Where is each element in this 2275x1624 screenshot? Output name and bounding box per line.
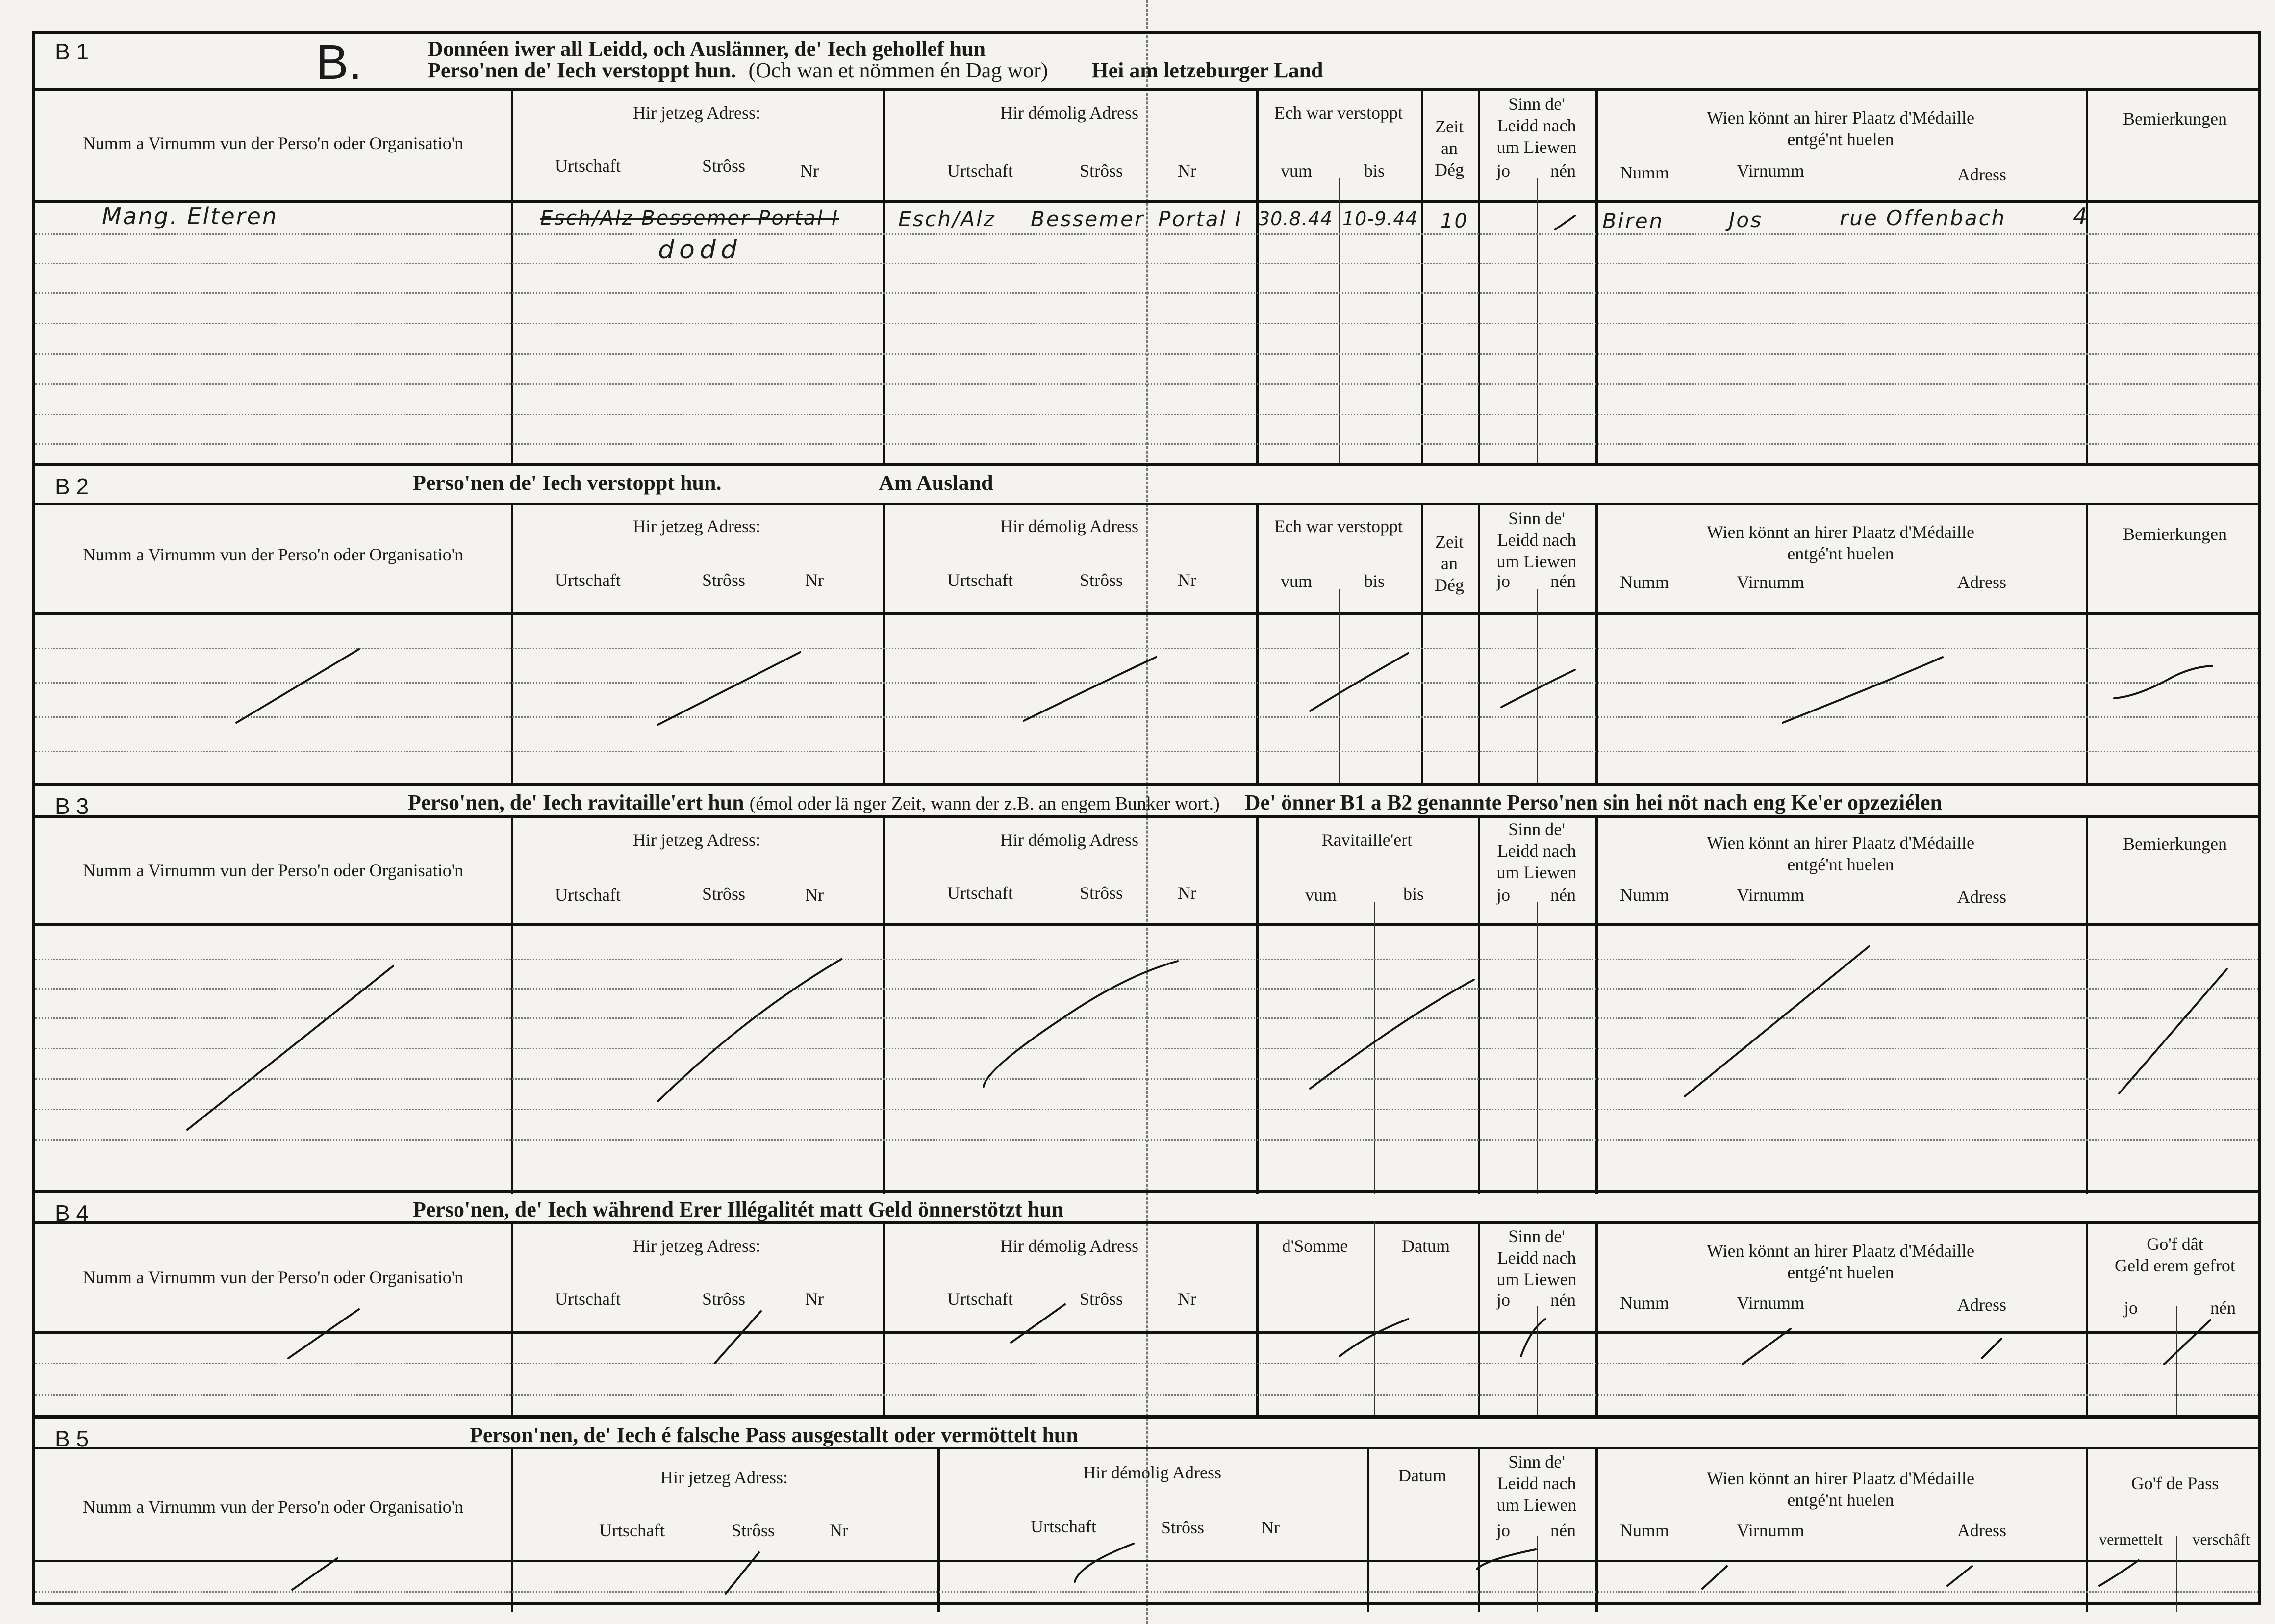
header-no: nén (1550, 885, 1576, 905)
header-medal-name: Numm (1620, 572, 1669, 592)
entry-former-number: Portal I (1158, 207, 1242, 231)
section-title: Person'nen, de' Iech é falsche Pass ausgestallt oder vermöttelt hun (470, 1423, 1078, 1447)
header-medal-l2: entgé'nt huelen (1787, 1490, 1894, 1510)
header-alive-l3: um Liewen (1496, 863, 1577, 882)
title-hidden: Perso'nen de' Iech verstoppt hun. (428, 58, 736, 82)
header-former-address: Hir démolig Adress (1000, 516, 1138, 536)
entry-former-town: Esch/Alz (898, 207, 996, 231)
header-town: Urtschaft (947, 570, 1013, 590)
header-days-l2: an (1441, 554, 1458, 573)
strike-mark (658, 652, 800, 725)
header-alive-l1: Sinn de' (1508, 94, 1565, 114)
section-code: B 3 (55, 793, 89, 819)
header-no: nén (1550, 1521, 1576, 1540)
header-alive-l2: Leidd nach (1497, 841, 1576, 861)
strike-mark (1783, 657, 1943, 723)
header-medal-l2: entgé'nt huelen (1787, 544, 1894, 563)
header-former-address: Hir démolig Adress (1000, 1236, 1138, 1256)
strike-marks (35, 34, 2258, 1602)
title-supplied: Perso'nen, de' Iech ravitaille'ert hun (408, 790, 744, 814)
header-street: Strôss (1080, 883, 1123, 903)
header-street: Strôss (1080, 570, 1123, 590)
header-number: Nr (805, 1289, 824, 1309)
strike-mark (1310, 653, 1408, 711)
title-note: (Och wan et nömmen én Dag wor) (748, 58, 1048, 82)
header-medal-name: Numm (1620, 1521, 1669, 1540)
header-medal-l2: entgé'nt huelen (1787, 1263, 1894, 1282)
form-frame (32, 31, 2261, 1605)
strike-mark (2099, 1560, 2139, 1586)
header-medal-address: Adress (1957, 1521, 2006, 1540)
entry-medal-firstname: Jos (1729, 208, 1763, 232)
section-code: B 5 (55, 1426, 89, 1451)
header-from: vum (1281, 571, 1313, 591)
strike-mark (2119, 969, 2227, 1093)
header-town: Urtschaft (555, 156, 621, 176)
header-returned-money-l2: Geld erem gefrot (2115, 1256, 2235, 1275)
entry-current-address-note: dodd (658, 235, 742, 265)
header-yes: jo (1496, 1290, 1511, 1310)
header-alive-l2: Leidd nach (1497, 1473, 1576, 1493)
header-medal-address: Adress (1957, 165, 2006, 184)
entry-days: 10 (1441, 210, 1468, 232)
header-alive-l2: Leidd nach (1497, 116, 1576, 135)
section-title: Perso'nen de' Iech verstoppt hun. (413, 471, 722, 495)
header-alive-l2: Leidd nach (1497, 530, 1576, 550)
header-alive-l1: Sinn de' (1508, 1226, 1565, 1246)
section-place: Am Ausland (879, 471, 993, 495)
header-medal-name: Numm (1620, 163, 1669, 182)
header-from: vum (1305, 885, 1337, 905)
strike-mark (1477, 1549, 1536, 1569)
strike-mark (2114, 666, 2212, 698)
header-street: Strôss (702, 884, 746, 904)
header-alive-l3: um Liewen (1496, 137, 1577, 157)
header-former-address: Hir démolig Adress (1083, 1463, 1221, 1482)
header-alive-l1: Sinn de' (1508, 508, 1565, 528)
entry-hidden-until: 10-9.44 (1342, 208, 1418, 229)
strike-mark (1702, 1566, 1727, 1589)
header-former-address: Hir démolig Adress (1000, 830, 1138, 850)
header-no: nén (1550, 571, 1576, 591)
header-number: Nr (1178, 1289, 1196, 1309)
header-medal-l2: entgé'nt huelen (1787, 855, 1894, 874)
header-obtained: verschâft (2192, 1530, 2250, 1548)
strike-mark (187, 966, 393, 1130)
header-number: Nr (805, 885, 824, 905)
header-yes: jo (1496, 1521, 1511, 1540)
header-alive-l3: um Liewen (1496, 1269, 1577, 1289)
entry-medal-address-number: 4 (2073, 203, 2089, 229)
header-alive-l2: Leidd nach (1497, 1248, 1576, 1268)
section-code: B 2 (55, 474, 89, 499)
header-current-address: Hir jetzeg Adress: (633, 830, 760, 850)
strike-mark (1310, 980, 1474, 1089)
header-alive-l3: um Liewen (1496, 552, 1577, 571)
strike-mark (288, 1309, 359, 1358)
strike-mark (1555, 216, 1575, 229)
header-date: Datum (1402, 1236, 1450, 1256)
header-no: nén (1550, 161, 1576, 180)
strike-mark (1982, 1339, 2001, 1358)
header-supplied: Ravitaille'ert (1321, 830, 1413, 850)
header-current-address: Hir jetzeg Adress: (633, 103, 760, 123)
entry-medal-name: Biren (1602, 209, 1664, 233)
header-yes: jo (1496, 571, 1511, 591)
header-town: Urtschaft (599, 1521, 665, 1540)
header-medal-firstname: Virnumm (1737, 885, 1804, 905)
header-until: bis (1403, 884, 1424, 904)
header-no: nén (2210, 1298, 2236, 1318)
header-street: Strôss (702, 1289, 746, 1309)
header-name: Numm a Virnumm vun der Perso'n oder Organisatio'n (82, 133, 464, 153)
entry-current-address-crossed: Esch/Alz Bessemer Portal I (540, 207, 839, 229)
title-place: Hei am letzeburger Land (1091, 58, 1323, 82)
header-number: Nr (830, 1521, 848, 1540)
header-days-l3: Dég (1435, 575, 1464, 595)
section-code: B 1 (55, 39, 89, 64)
header-town: Urtschaft (947, 1289, 1013, 1309)
header-yes: jo (1496, 161, 1511, 180)
header-hidden-period: Ech war verstoppt (1274, 516, 1403, 536)
header-current-address: Hir jetzeg Adress: (633, 1236, 760, 1256)
header-number: Nr (1261, 1518, 1280, 1537)
title-excluded: De' önner B1 a B2 genannte Perso'nen sin hei nöt nach eng Ke'er opzeziélen (1244, 790, 1942, 814)
strike-mark (1075, 1544, 1134, 1582)
header-number: Nr (805, 570, 824, 590)
header-name: Numm a Virnumm vun der Perso'n oder Organisatio'n (82, 545, 464, 564)
strike-mark (1947, 1566, 1972, 1586)
header-remarks: Bemierkungen (2123, 524, 2227, 544)
header-days-l2: an (1441, 138, 1458, 158)
strike-mark (1340, 1319, 1408, 1356)
header-medal-name: Numm (1620, 1293, 1669, 1313)
section-title: Perso'nen, de' Iech während Erer Illégalitét matt Geld önnerstötzt hun (413, 1197, 1064, 1221)
header-medal-firstname: Virnumm (1737, 1293, 1804, 1313)
strike-mark (984, 961, 1178, 1087)
header-name: Numm a Virnumm vun der Perso'n oder Organisatio'n (82, 1497, 464, 1517)
strike-mark (1024, 657, 1156, 721)
header-current-address: Hir jetzeg Adress: (660, 1468, 788, 1487)
header-no: nén (1550, 1290, 1576, 1310)
header-town: Urtschaft (1031, 1517, 1096, 1536)
header-until: bis (1364, 571, 1385, 591)
header-medal-firstname: Virnumm (1737, 572, 1804, 592)
header-from: vum (1281, 161, 1313, 180)
header-medal-l1: Wien könnt an hirer Plaatz d'Médaille (1707, 1241, 1974, 1261)
header-town: Urtschaft (947, 161, 1013, 180)
strike-mark (1521, 1319, 1545, 1356)
header-date: Datum (1398, 1466, 1446, 1485)
header-number: Nr (1178, 161, 1196, 180)
strike-mark (658, 959, 841, 1101)
entry-name: Mang. Elteren (102, 203, 278, 229)
header-passport-returned: Go'f de Pass (2131, 1473, 2219, 1493)
strike-mark (1011, 1304, 1065, 1343)
header-yes: jo (2124, 1298, 2138, 1318)
header-street: Strôss (732, 1521, 775, 1540)
header-medal-address: Adress (1957, 887, 2006, 907)
strike-mark (1501, 670, 1575, 707)
header-remarks: Bemierkungen (2123, 109, 2227, 128)
entry-hidden-from: 30.8.44 (1258, 208, 1333, 229)
header-name: Numm a Virnumm vun der Perso'n oder Organisatio'n (82, 861, 464, 880)
header-medal-address: Adress (1957, 572, 2006, 592)
header-number: Nr (1178, 883, 1196, 903)
header-medal-l1: Wien könnt an hirer Plaatz d'Médaille (1707, 522, 1974, 542)
section-letter: B. (316, 35, 362, 90)
strike-mark (715, 1311, 761, 1363)
header-returned-money-l1: Go'f dât (2147, 1234, 2203, 1254)
header-days-l1: Zeit (1435, 117, 1464, 136)
header-street: Strôss (702, 156, 746, 176)
header-mediated: vermettelt (2099, 1530, 2163, 1548)
header-medal-l2: entgé'nt huelen (1787, 129, 1894, 149)
header-street: Strôss (1080, 161, 1123, 180)
header-street: Strôss (702, 570, 746, 590)
strike-mark (236, 649, 359, 723)
header-town: Urtschaft (555, 885, 621, 905)
header-current-address: Hir jetzeg Adress: (633, 516, 760, 536)
header-medal-l1: Wien könnt an hirer Plaatz d'Médaille (1707, 833, 1974, 853)
entry-former-street: Bessemer (1031, 207, 1145, 231)
header-yes: jo (1496, 885, 1511, 905)
header-medal-firstname: Virnumm (1737, 161, 1804, 180)
header-former-address: Hir démolig Adress (1000, 103, 1138, 123)
strike-mark (2164, 1320, 2210, 1364)
header-medal-address: Adress (1957, 1295, 2006, 1315)
header-medal-firstname: Virnumm (1737, 1521, 1804, 1540)
header-amount: d'Somme (1282, 1236, 1348, 1256)
header-town: Urtschaft (555, 1289, 621, 1309)
title-note: (émol oder lä nger Zeit, wann der z.B. an engem Bunker wort.) (749, 793, 1220, 814)
entry-medal-address: rue Offenbach (1840, 206, 2006, 230)
strike-mark (1685, 946, 1869, 1096)
header-street: Strôss (1080, 1289, 1123, 1309)
header-alive-l1: Sinn de' (1508, 1452, 1565, 1472)
section-code: B 4 (55, 1200, 89, 1226)
header-town: Urtschaft (947, 883, 1013, 903)
header-alive-l3: um Liewen (1496, 1495, 1577, 1515)
header-name: Numm a Virnumm vun der Perso'n oder Organisatio'n (82, 1268, 464, 1287)
title-line-1: Donnéen iwer all Leidd, och Auslänner, de' Iech gehollef hun (428, 37, 986, 61)
strike-mark (726, 1552, 759, 1594)
strike-mark (1743, 1329, 1791, 1364)
header-alive-l1: Sinn de' (1508, 819, 1565, 839)
header-until: bis (1364, 161, 1385, 180)
header-town: Urtschaft (555, 570, 621, 590)
header-street: Strôss (1161, 1518, 1205, 1537)
header-days-l1: Zeit (1435, 532, 1464, 552)
header-days-l3: Dég (1435, 160, 1464, 179)
header-hidden-period: Ech war verstoppt (1274, 103, 1403, 123)
header-remarks: Bemierkungen (2123, 834, 2227, 854)
strike-mark (292, 1558, 337, 1590)
header-medal-l1: Wien könnt an hirer Plaatz d'Médaille (1707, 108, 1974, 127)
header-number: Nr (1178, 570, 1196, 590)
header-number: Nr (800, 161, 819, 180)
header-medal-name: Numm (1620, 885, 1669, 905)
header-medal-l1: Wien könnt an hirer Plaatz d'Médaille (1707, 1469, 1974, 1488)
